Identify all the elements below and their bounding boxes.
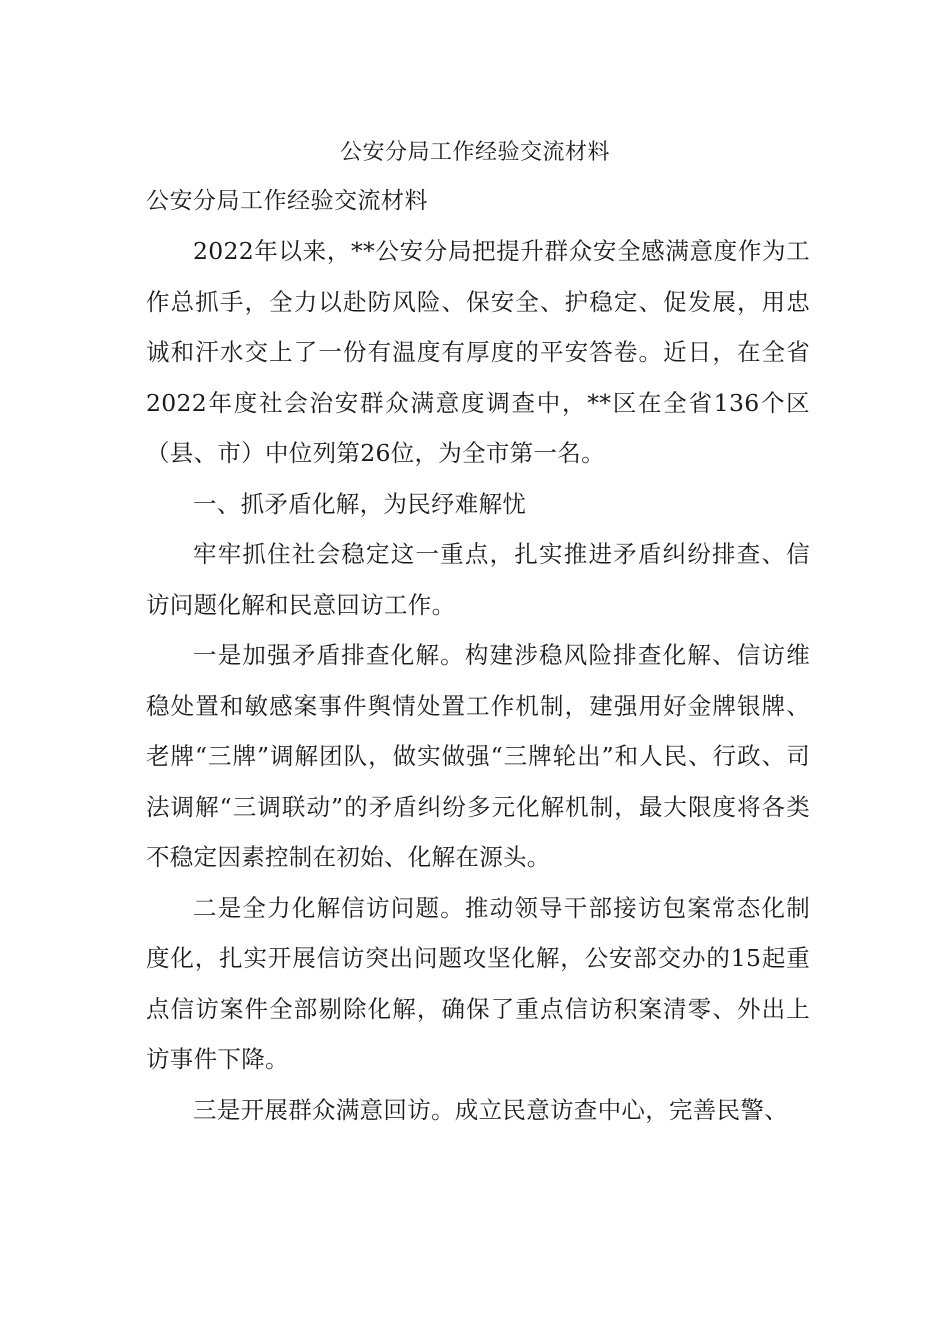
paragraph-intro: 2022年以来，**公安分局把提升群众安全感满意度作为工作总抓手，全力以赴防风险、保安全、护稳定、促发展，用忠诚和汗水交上了一份有温度有厚度的平安答卷。近日，在全省2022年度社会治安群众满意度调查中，**区在全省136个区（县、市）中位列第26位，为全市第一名。 [146, 237, 810, 467]
document-body [146, 226, 810, 1135]
paragraph-point-1: 一是加强矛盾排查化解。构建涉稳风险排查化解、信访维稳处置和敏感案事件舆情处置工作机制，建强用好金牌银牌、老牌“三牌”调解团队，做实做强“三牌轮出”和人民、行政、司法调解“三调联动”的矛盾纠纷多元化解机制，最大限度将各类不稳定因素控制在初始、化解在源头。 [146, 641, 810, 871]
section-heading-1: 一、抓矛盾化解，为民纾难解忧 [193, 489, 527, 518]
document-subtitle: 公安分局工作经验交流材料 [146, 188, 428, 214]
document-title: 公安分局工作经验交流材料 [339, 140, 610, 165]
paragraph-section-intro: 牢牢抓住社会稳定这一重点，扎实推进矛盾纠纷排查、信访问题化解和民意回访工作。 [146, 540, 810, 619]
paragraph-point-2: 二是全力化解信访问题。推动领导干部接访包案常态化制度化，扎实开展信访突出问题攻坚化解，公安部交办的15起重点信访案件全部剔除化解，确保了重点信访积案清零、外出上访事件下降。 [146, 893, 810, 1073]
paragraph-point-3: 三是开展群众满意回访。成立民意访查中心，完善民警、 [193, 1095, 788, 1124]
